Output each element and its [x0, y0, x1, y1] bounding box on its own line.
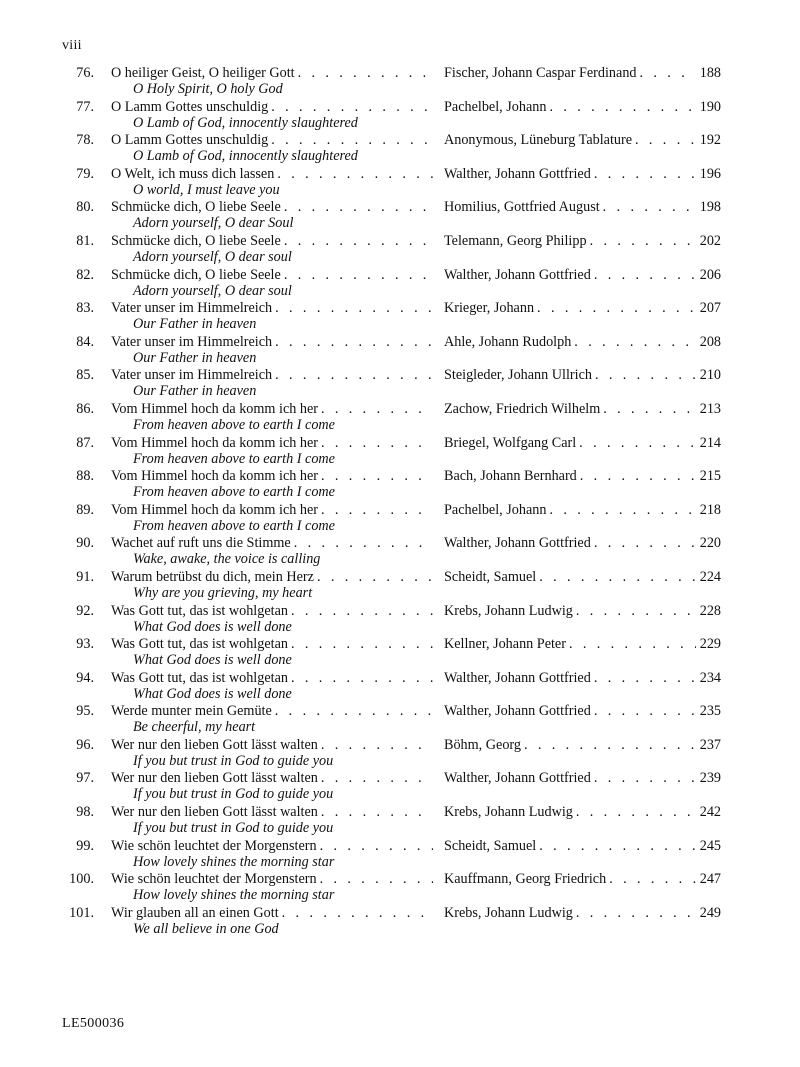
dot-leader: [594, 669, 696, 687]
entry-main-line: [0, 299, 800, 317]
entry-page-number: 229: [699, 636, 721, 653]
entry-title-segment: [111, 400, 437, 418]
dot-leader: [275, 333, 433, 351]
dot-leader: [594, 702, 696, 720]
entry-composer: Krebs, Johann Ludwig: [444, 602, 573, 619]
entry-number: 97.: [76, 770, 94, 787]
entry-main-line: [0, 131, 800, 149]
dot-leader: [539, 837, 696, 855]
entry-number: 81.: [76, 232, 94, 249]
entry-translation: O Holy Spirit, O holy God: [133, 81, 283, 97]
dot-leader: [537, 299, 696, 317]
entry-title-segment: [111, 534, 437, 552]
entry-composer-segment: [444, 98, 721, 116]
dot-leader: [595, 366, 696, 384]
table-of-contents: [0, 64, 800, 937]
entry-title-segment: [111, 467, 437, 485]
entry-number: 93.: [76, 636, 94, 653]
entry-title-segment: [111, 434, 437, 452]
entry-composer: Kellner, Johann Peter: [444, 636, 566, 653]
dot-leader: [291, 669, 433, 687]
entry-title-segment: [111, 366, 437, 384]
entry-composer-segment: [444, 467, 721, 485]
entry-composer-segment: [444, 669, 721, 687]
dot-leader: [640, 64, 696, 82]
entry-number: 100.: [69, 871, 94, 888]
entry-title: Wie schön leuchtet der Morgenstern: [111, 837, 317, 854]
entry-composer-segment: [444, 769, 721, 787]
entry-main-line: [0, 534, 800, 552]
entry-composer: Zachow, Friedrich Wilhelm: [444, 400, 601, 417]
dot-leader: [321, 467, 433, 485]
entry-number: 85.: [76, 367, 94, 384]
entry-number: 92.: [76, 602, 94, 619]
entry-title-segment: [111, 602, 437, 620]
entry-composer-segment: [444, 434, 721, 452]
entry-title-segment: [111, 568, 437, 586]
entry-title: Vom Himmel hoch da komm ich her: [111, 434, 318, 451]
toc-entry: [0, 702, 800, 736]
entry-title-segment: [111, 299, 437, 317]
entry-composer-segment: [444, 400, 721, 418]
entry-number: 94.: [76, 669, 94, 686]
entry-title: Warum betrübst du dich, mein Herz: [111, 568, 314, 585]
toc-entry: [0, 434, 800, 468]
entry-composer-segment: [444, 635, 721, 653]
dot-leader: [576, 602, 696, 620]
entry-number: 78.: [76, 132, 94, 149]
dot-leader: [580, 467, 696, 485]
entry-title: Wer nur den lieben Gott lässt walten: [111, 804, 318, 821]
entry-number: 82.: [76, 266, 94, 283]
dot-leader: [271, 98, 433, 116]
entry-main-line: [0, 434, 800, 452]
entry-main-line: [0, 198, 800, 216]
entry-composer-segment: [444, 602, 721, 620]
entry-page-number: 190: [699, 98, 721, 115]
entry-composer-segment: [444, 837, 721, 855]
entry-translation: Be cheerful, my heart: [133, 719, 256, 736]
dot-leader: [275, 366, 433, 384]
entry-title: O Welt, ich muss dich lassen: [111, 165, 275, 182]
entry-translation: Our Father in heaven: [133, 383, 257, 400]
entry-main-line: [0, 602, 800, 620]
entry-title-segment: [111, 769, 437, 787]
dot-leader: [609, 870, 696, 888]
entry-page-number: 224: [699, 568, 721, 585]
entry-translation: From heaven above to earth I come: [133, 517, 335, 534]
entry-composer-segment: [444, 232, 721, 250]
entry-page-number: 220: [699, 535, 721, 552]
entry-translation: Our Father in heaven: [133, 316, 257, 333]
dot-leader: [635, 131, 696, 149]
dot-leader: [321, 400, 433, 418]
entry-translation: If you but trust in God to guide you: [133, 820, 334, 837]
entry-translation: How lovely shines the morning star: [133, 887, 335, 904]
entry-title: Vom Himmel hoch da komm ich her: [111, 400, 318, 417]
dot-leader: [576, 803, 696, 821]
entry-composer: Bach, Johann Bernhard: [444, 468, 577, 485]
entry-composer: Scheidt, Samuel: [444, 837, 537, 854]
entry-number: 87.: [76, 434, 94, 451]
entry-title: Vater unser im Himmelreich: [111, 367, 273, 384]
entry-page-number: 213: [699, 400, 721, 417]
entry-page-number: 239: [699, 770, 721, 787]
toc-entry: [0, 366, 800, 400]
entry-page-number: 210: [699, 367, 721, 384]
entry-composer: Krieger, Johann: [444, 300, 535, 317]
toc-entry: [0, 669, 800, 703]
toc-entry: [0, 769, 800, 803]
entry-title: Schmücke dich, O liebe Seele: [111, 266, 281, 283]
entry-translation: What God does is well done: [133, 685, 292, 702]
entry-page-number: 237: [699, 736, 721, 753]
toc-entry: [0, 131, 800, 165]
entry-title-segment: [111, 803, 437, 821]
entry-composer: Krebs, Johann Ludwig: [444, 804, 573, 821]
entry-composer-segment: [444, 736, 721, 754]
entry-title: Wachet auf ruft uns die Stimme: [111, 535, 291, 552]
entry-number: 101.: [69, 904, 94, 921]
toc-entry: [0, 568, 800, 602]
toc-entry: [0, 534, 800, 568]
entry-number: 99.: [76, 837, 94, 854]
dot-leader: [576, 904, 696, 922]
entry-title: Wir glauben all an einen Gott: [111, 904, 279, 921]
entry-title-segment: [111, 669, 437, 687]
entry-number: 76.: [76, 65, 94, 81]
entry-number: 84.: [76, 333, 94, 350]
entry-composer: Pachelbel, Johann: [444, 98, 547, 115]
entry-translation: Adorn yourself, O dear soul: [133, 248, 292, 265]
toc-entry: [0, 232, 800, 266]
entry-composer-segment: [444, 702, 721, 720]
entry-composer: Briegel, Wolfgang Carl: [444, 434, 577, 451]
entry-title: Wer nur den lieben Gott lässt walten: [111, 770, 318, 787]
dot-leader: [320, 837, 433, 855]
entry-composer-segment: [444, 534, 721, 552]
entry-translation: How lovely shines the morning star: [133, 853, 335, 870]
entry-title: Vater unser im Himmelreich: [111, 333, 273, 350]
entry-main-line: [0, 736, 800, 754]
entry-main-line: [0, 232, 800, 250]
entry-composer-segment: [444, 198, 721, 216]
toc-entry: [0, 904, 800, 938]
entry-translation: Our Father in heaven: [133, 349, 257, 366]
dot-leader: [284, 266, 433, 284]
entry-number: 91.: [76, 568, 94, 585]
dot-leader: [294, 534, 433, 552]
entry-page-number: 214: [699, 434, 721, 451]
entry-title: Vom Himmel hoch da komm ich her: [111, 501, 318, 518]
entry-composer: Kauffmann, Georg Friedrich: [444, 871, 607, 888]
entry-composer: Walther, Johann Gottfried: [444, 535, 591, 552]
entry-number: 89.: [76, 501, 94, 518]
entry-page-number: 249: [699, 904, 721, 921]
entry-title-segment: [111, 904, 437, 922]
entry-main-line: [0, 635, 800, 653]
entry-translation: Adorn yourself, O dear soul: [133, 282, 292, 299]
entry-title-segment: [111, 198, 437, 216]
entry-composer-segment: [444, 333, 721, 351]
dot-leader: [594, 165, 696, 183]
dot-leader: [271, 131, 433, 149]
entry-main-line: [0, 870, 800, 888]
toc-entry: [0, 198, 800, 232]
entry-main-line: [0, 165, 800, 183]
dot-leader: [321, 434, 433, 452]
entry-main-line: [0, 501, 800, 519]
dot-leader: [590, 232, 696, 250]
entry-composer: Homilius, Gottfried August: [444, 199, 600, 216]
toc-entry: [0, 870, 800, 904]
toc-entry: [0, 635, 800, 669]
entry-title-segment: [111, 98, 437, 116]
entry-page-number: 206: [699, 266, 721, 283]
entry-title: Wer nur den lieben Gott lässt walten: [111, 736, 318, 753]
entry-main-line: [0, 366, 800, 384]
dot-leader: [321, 803, 433, 821]
entry-composer: Walther, Johann Gottfried: [444, 703, 591, 720]
entry-number: 98.: [76, 804, 94, 821]
dot-leader: [321, 501, 433, 519]
entry-composer: Böhm, Georg: [444, 736, 521, 753]
entry-composer-segment: [444, 266, 721, 284]
entry-main-line: [0, 467, 800, 485]
dot-leader: [291, 602, 433, 620]
entry-title: Schmücke dich, O liebe Seele: [111, 232, 281, 249]
entry-composer: Anonymous, Lüneburg Tablature: [444, 132, 633, 149]
dot-leader: [321, 736, 433, 754]
entry-composer: Walther, Johann Gottfried: [444, 669, 591, 686]
entry-composer-segment: [444, 568, 721, 586]
entry-main-line: [0, 769, 800, 787]
dot-leader: [275, 299, 433, 317]
entry-title: Vom Himmel hoch da komm ich her: [111, 468, 318, 485]
toc-entry: [0, 165, 800, 199]
entry-title-segment: [111, 837, 437, 855]
entry-title-segment: [111, 870, 437, 888]
toc-entry: [0, 501, 800, 535]
entry-composer-segment: [444, 64, 721, 82]
toc-entry: [0, 400, 800, 434]
entry-title-segment: [111, 131, 437, 149]
entry-page-number: 235: [699, 703, 721, 720]
entry-composer-segment: [444, 904, 721, 922]
dot-leader: [539, 568, 696, 586]
entry-page-number: 218: [699, 501, 721, 518]
entry-number: 86.: [76, 400, 94, 417]
dot-leader: [594, 534, 696, 552]
toc-entry: [0, 467, 800, 501]
entry-translation: O Lamb of God, innocently slaughtered: [133, 148, 358, 165]
entry-main-line: [0, 803, 800, 821]
entry-page-number: 215: [699, 468, 721, 485]
entry-number: 77.: [76, 98, 94, 115]
entry-title-segment: [111, 64, 437, 82]
entry-translation: If you but trust in God to guide you: [133, 752, 334, 769]
entry-title-segment: [111, 165, 437, 183]
entry-translation: We all believe in one God: [133, 920, 279, 937]
entry-page-number: 188: [699, 65, 721, 81]
toc-entry: [0, 266, 800, 300]
entry-page-number: 196: [699, 165, 721, 182]
entry-title: Was Gott tut, das ist wohlgetan: [111, 636, 288, 653]
page-number: viii: [62, 38, 82, 53]
entry-number: 80.: [76, 199, 94, 216]
dot-leader: [579, 434, 696, 452]
entry-translation: What God does is well done: [133, 618, 292, 635]
entry-translation: From heaven above to earth I come: [133, 484, 335, 501]
entry-translation: If you but trust in God to guide you: [133, 786, 334, 803]
dot-leader: [594, 266, 696, 284]
entry-page-number: 245: [699, 837, 721, 854]
entry-title: O Lamm Gottes unschuldig: [111, 132, 269, 149]
dot-leader: [284, 232, 433, 250]
toc-entry: [0, 98, 800, 132]
entry-composer-segment: [444, 870, 721, 888]
toc-entry: [0, 736, 800, 770]
entry-translation: Why are you grieving, my heart: [133, 584, 313, 601]
entry-composer: Krebs, Johann Ludwig: [444, 904, 573, 921]
entry-composer-segment: [444, 803, 721, 821]
entry-composer: Ahle, Johann Rudolph: [444, 333, 572, 350]
entry-page-number: 202: [699, 232, 721, 249]
entry-translation: From heaven above to earth I come: [133, 450, 335, 467]
entry-number: 96.: [76, 736, 94, 753]
entry-composer-segment: [444, 131, 721, 149]
dot-leader: [321, 769, 433, 787]
entry-number: 79.: [76, 165, 94, 182]
dot-leader: [317, 568, 433, 586]
entry-translation: O world, I must leave you: [133, 181, 280, 198]
entry-composer-segment: [444, 366, 721, 384]
toc-entry: [0, 333, 800, 367]
entry-title-segment: [111, 736, 437, 754]
entry-main-line: [0, 702, 800, 720]
entry-page-number: 234: [699, 669, 721, 686]
dot-leader: [282, 904, 433, 922]
entry-main-line: [0, 333, 800, 351]
dot-leader: [524, 736, 696, 754]
entry-title: O Lamm Gottes unschuldig: [111, 98, 269, 115]
entry-title: Schmücke dich, O liebe Seele: [111, 199, 281, 216]
entry-page-number: 208: [699, 333, 721, 350]
entry-composer: Steigleder, Johann Ullrich: [444, 367, 592, 384]
entry-composer-segment: [444, 501, 721, 519]
entry-page-number: 228: [699, 602, 721, 619]
entry-number: 95.: [76, 703, 94, 720]
entry-main-line: [0, 98, 800, 116]
entry-page-number: 198: [699, 199, 721, 216]
catalog-code: LE500036: [62, 1016, 125, 1031]
entry-title-segment: [111, 232, 437, 250]
entry-number: 88.: [76, 468, 94, 485]
toc-entry: [0, 837, 800, 871]
dot-leader: [320, 870, 433, 888]
toc-entry: [0, 602, 800, 636]
entry-title-segment: [111, 501, 437, 519]
toc-entry: [0, 64, 800, 98]
dot-leader: [275, 702, 433, 720]
entry-page-number: 207: [699, 300, 721, 317]
entry-page-number: 247: [699, 871, 721, 888]
entry-translation: What God does is well done: [133, 652, 292, 669]
entry-title-segment: [111, 266, 437, 284]
entry-composer: Walther, Johann Gottfried: [444, 165, 591, 182]
entry-title-segment: [111, 333, 437, 351]
entry-translation: O Lamb of God, innocently slaughtered: [133, 114, 358, 131]
entry-main-line: [0, 400, 800, 418]
entry-composer: Walther, Johann Gottfried: [444, 266, 591, 283]
entry-title: Wie schön leuchtet der Morgenstern: [111, 871, 317, 888]
entry-main-line: [0, 266, 800, 284]
entry-main-line: [0, 669, 800, 687]
entry-title: Vater unser im Himmelreich: [111, 300, 273, 317]
dot-leader: [549, 501, 695, 519]
dot-leader: [277, 165, 433, 183]
entry-composer: Walther, Johann Gottfried: [444, 770, 591, 787]
toc-entry: [0, 299, 800, 333]
dot-leader: [298, 64, 433, 82]
entry-main-line: [0, 837, 800, 855]
toc-entry: [0, 803, 800, 837]
dot-leader: [574, 333, 695, 351]
entry-main-line: [0, 64, 800, 82]
entry-title: Werde munter mein Gemüte: [111, 703, 272, 720]
entry-translation: Adorn yourself, O dear Soul: [133, 215, 294, 232]
entry-main-line: [0, 568, 800, 586]
dot-leader: [603, 198, 696, 216]
entry-page-number: 192: [699, 132, 721, 149]
dot-leader: [603, 400, 695, 418]
dot-leader: [291, 635, 433, 653]
entry-main-line: [0, 904, 800, 922]
entry-title: O heiliger Geist, O heiliger Gott: [111, 65, 295, 81]
dot-leader: [284, 198, 433, 216]
entry-composer: Scheidt, Samuel: [444, 568, 537, 585]
entry-number: 83.: [76, 300, 94, 317]
entry-title-segment: [111, 635, 437, 653]
dot-leader: [569, 635, 696, 653]
entry-title: Was Gott tut, das ist wohlgetan: [111, 602, 288, 619]
dot-leader: [594, 769, 696, 787]
entry-composer: Fischer, Johann Caspar Ferdinand: [444, 65, 637, 81]
entry-translation: Wake, awake, the voice is calling: [133, 551, 321, 568]
entry-composer-segment: [444, 299, 721, 317]
entry-translation: From heaven above to earth I come: [133, 416, 335, 433]
dot-leader: [549, 98, 695, 116]
entry-composer: Telemann, Georg Philipp: [444, 232, 587, 249]
entry-page-number: 242: [699, 804, 721, 821]
entry-title-segment: [111, 702, 437, 720]
entry-title: Was Gott tut, das ist wohlgetan: [111, 669, 288, 686]
entry-number: 90.: [76, 535, 94, 552]
entry-composer: Pachelbel, Johann: [444, 501, 547, 518]
entry-composer-segment: [444, 165, 721, 183]
